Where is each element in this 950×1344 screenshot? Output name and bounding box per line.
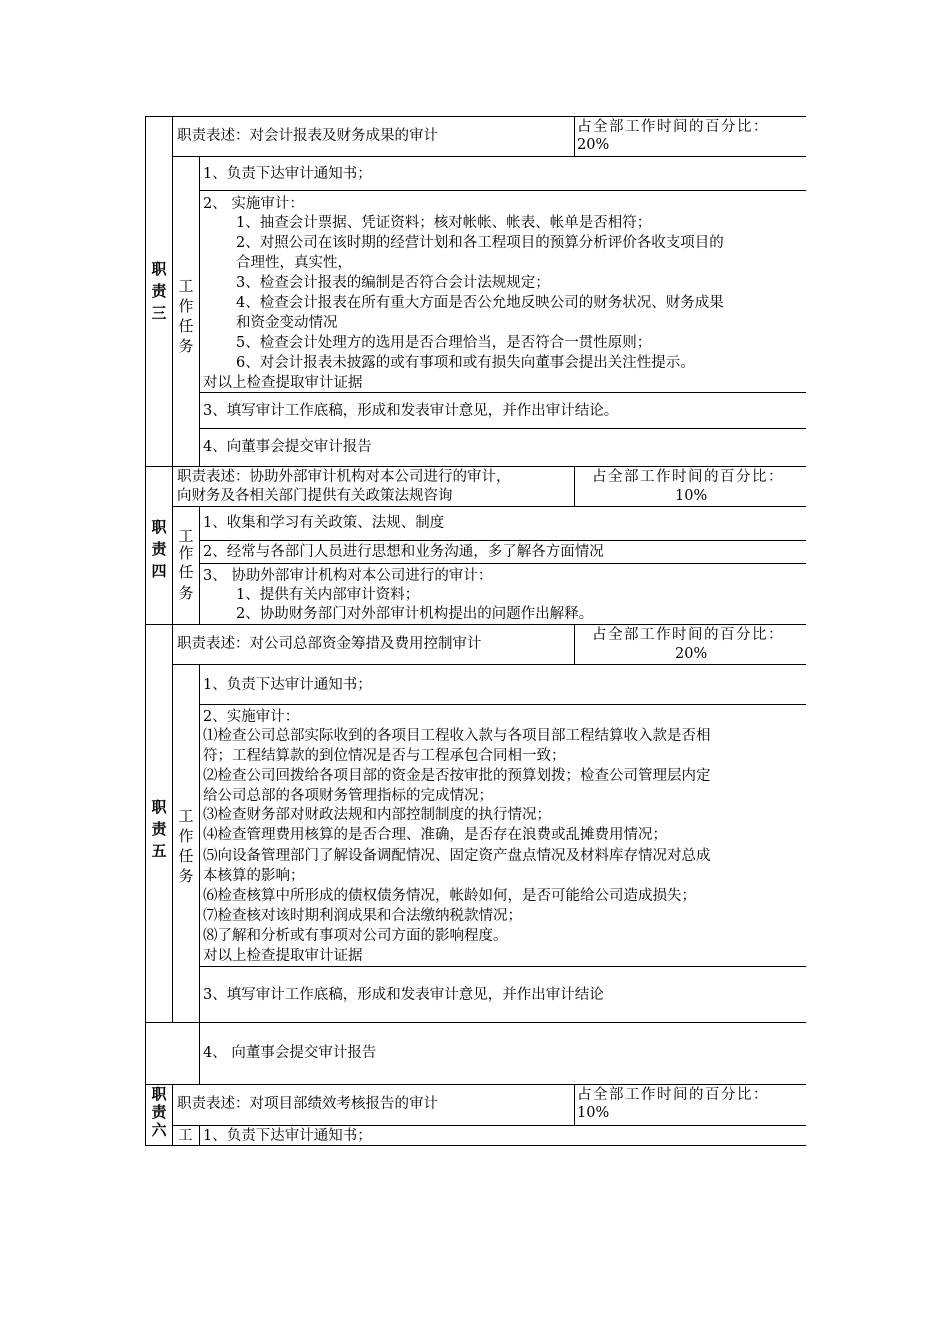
duty5-task-2-4: ⑷检查管理费用核算的是否合理、准确，是否存在浪费或乱摊费用情况； — [203, 827, 667, 843]
label-col-divider-lower — [172, 1084, 173, 1146]
duty4-description-line2: 向财务及各相关部门提供有关政策法规咨询 — [177, 488, 453, 504]
duty5-description: 职责表述：对公司总部资金筹措及费用控制审计 — [177, 636, 482, 652]
duty5-task-2-2: ⑵检查公司回拨给各项目部的资金是否按审批的预算划拨；检查公司管理层内定 — [203, 768, 711, 784]
d3-header-bottom — [172, 156, 806, 157]
duty5-task-2-evidence: 对以上检查提取审计证据 — [203, 948, 363, 964]
duty3-task-label: 工 作 任 务 — [178, 277, 194, 355]
duty5-task-2: 2、实施审计： — [203, 709, 300, 725]
duty4-task-3-2: 2、协助财务部门对外部审计机构提出的问题作出解释。 — [236, 606, 594, 622]
duty6-pct-label: 占全部工作时间的百分比： — [577, 1087, 769, 1103]
duty5-task-2-3: ⑶检查财务部对财政法规和内部控制制度的执行情况； — [203, 807, 551, 823]
d5-task2-bottom — [199, 966, 806, 967]
duty3-pct-value: 20% — [577, 137, 610, 153]
duty5-pct-label: 占全部工作时间的百分比： — [592, 627, 784, 643]
duty5-task-2-1b: 符；工程结算款的到位情况是否与工程承包合同相一致； — [203, 748, 566, 764]
duty5-task-2-2b: 给公司总部的各项财务管理指标的完成情况； — [203, 788, 493, 804]
duty6-label: 职 责 六 — [151, 1085, 167, 1139]
duty3-task-2-4: 4、检查会计报表在所有重大方面是否公允地反映公司的财务状况、财务成果 — [236, 295, 724, 311]
duty5-task-1: 1、负责下达审计通知书； — [203, 677, 372, 693]
duty4-task-1: 1、收集和学习有关政策、法规、制度 — [203, 515, 445, 531]
duty6-task-label: 工 — [178, 1128, 193, 1144]
task-col-divider-d3 — [199, 156, 200, 466]
duty3-task-2-6: 6、对会计报表未披露的或有事项和或有损失向董事会提出关注性提示。 — [236, 355, 695, 371]
duty3-task-2-2b: 合理性，真实性， — [236, 255, 352, 271]
duty3-task-4: 4、向董事会提交审计报告 — [203, 439, 372, 455]
duty5-task-3: 3、填写审计工作底稿，形成和发表审计意见，并作出审计结论 — [203, 987, 604, 1003]
pct-col-divider-d3 — [574, 116, 575, 156]
duty3-label: 职 责 三 — [151, 260, 167, 322]
d4-header-bottom — [172, 506, 806, 507]
d4-task2-bottom — [199, 563, 806, 564]
duty5-task-2-6: ⑹检查核算中所形成的债权债务情况，帐龄如何，是否可能给公司造成损失； — [203, 888, 696, 904]
duty3-description: 职责表述：对会计报表及财务成果的审计 — [177, 128, 438, 144]
duty5-task-2-5b: 本核算的影响； — [203, 868, 305, 884]
d5-task3-bottom — [145, 1022, 806, 1023]
duty4-task-2: 2、经常与各部门人员进行思想和业务沟通，多了解各方面情况 — [203, 544, 604, 560]
duty4-task-3-1: 1、提供有关内部审计资料； — [236, 587, 420, 603]
duty4-task-3: 3、 协助外部审计机构对本公司进行的审计： — [203, 568, 493, 584]
duty3-task-3: 3、填写审计工作底稿，形成和发表审计意见，并作出审计结论。 — [203, 403, 619, 419]
duty6-task-1: 1、负责下达审计通知书； — [203, 1128, 372, 1144]
d4-task1-bottom — [199, 540, 806, 541]
duty5-pct-value: 20% — [675, 646, 708, 662]
duty3-task-2: 2、 实施审计： — [203, 196, 304, 212]
duty6-description: 职责表述：对项目部绩效考核报告的审计 — [177, 1096, 438, 1112]
duty3-task-2-2: 2、对照公司在该时期的经营计划和各工程项目的预算分析评价各收支项目的 — [236, 235, 724, 251]
pct-col-divider-d5 — [574, 624, 575, 664]
duty5-task-2-8: ⑻了解和分析或有事项对公司方面的影响程度。 — [203, 928, 508, 944]
duty4-pct-value: 10% — [675, 488, 708, 504]
pct-col-divider-d6 — [574, 1084, 575, 1125]
duty3-task-2-4b: 和资金变动情况 — [236, 315, 338, 331]
duty3-pct-label: 占全部工作时间的百分比： — [577, 119, 769, 135]
task-col-divider-d4 — [199, 506, 200, 624]
duty5-task-2-5: ⑸向设备管理部门了解设备调配情况、固定资产盘点情况及材料库存情况对总成 — [203, 848, 711, 864]
duty4-label: 职 责 四 — [151, 518, 167, 580]
pct-col-divider-d4 — [574, 466, 575, 506]
duty3-task-2-3: 3、检查会计报表的编制是否符合会计法规规定； — [236, 275, 550, 291]
duty4-task-label: 工 作 任 务 — [178, 527, 194, 602]
duty3-task-1: 1、负责下达审计通知书； — [203, 166, 372, 182]
duty3-task-2-evidence: 对以上检查提取审计证据 — [203, 375, 363, 391]
d5-task1-bottom — [199, 704, 806, 705]
duty6-pct-value: 10% — [577, 1105, 610, 1121]
d3-task1-bottom — [199, 190, 806, 191]
duty5-task-4: 4、 向董事会提交审计报告 — [203, 1045, 377, 1061]
duty5-task-label: 工 作 任 务 — [178, 807, 194, 885]
d5-header-bottom — [172, 664, 806, 665]
d3-task3-bottom — [199, 428, 806, 429]
duty3-task-2-5: 5、检查会计处理方的选用是否合理恰当，是否符合一贯性原则； — [236, 335, 652, 351]
duty5-task-2-7: ⑺检查核对该时期利润成果和合法缴纳税款情况； — [203, 908, 522, 924]
duty5-label: 职 责 五 — [151, 798, 167, 860]
duty4-description-line1: 职责表述：协助外部审计机构对本公司进行的审计， — [177, 469, 511, 485]
label-col-divider-upper — [172, 116, 173, 1023]
task-col-divider-d5 — [199, 664, 200, 1084]
task-col-divider-d6 — [199, 1125, 200, 1146]
duty3-task-2-1: 1、抽查会计票据、凭证资料；核对帐帐、帐表、帐单是否相符； — [236, 215, 652, 231]
duty5-task-2-1: ⑴检查公司总部实际收到的各项目工程收入款与各项目部工程结算收入款是否相 — [203, 728, 711, 744]
duty4-pct-label: 占全部工作时间的百分比： — [592, 469, 784, 485]
